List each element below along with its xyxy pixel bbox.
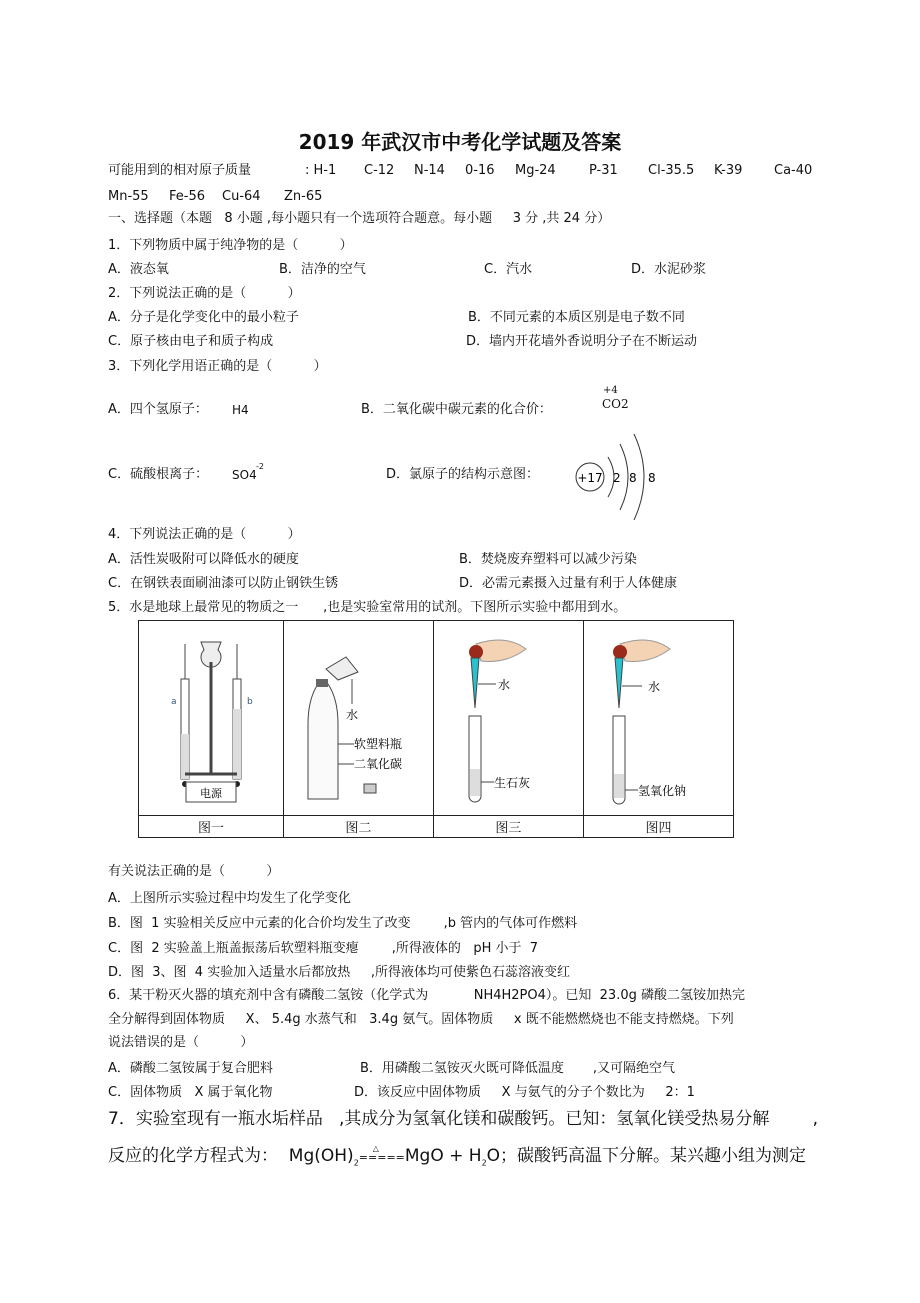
water-label: 水: [345, 707, 358, 722]
atomic-mass: Mn-55: [108, 189, 149, 204]
figure-caption: 图二: [283, 816, 433, 838]
question-4-stem: 4．下列说法正确的是（ ）: [108, 527, 301, 542]
text: MgO + H: [404, 1146, 482, 1166]
q6-option-d: D．该反应中固体物质 X 与氨气的分子个数比为 2：1: [354, 1085, 695, 1100]
shell-count: 2: [613, 471, 621, 485]
text: 反应的化学方程式为： Mg(OH): [108, 1146, 354, 1166]
q3-option-d: D．氯原子的结构示意图：: [386, 467, 540, 482]
q3-formula-h4: H4: [232, 403, 249, 417]
atomic-mass: Mg-24: [515, 163, 556, 178]
q3-charge: -2: [256, 462, 264, 471]
atomic-mass: 0-16: [465, 163, 495, 178]
atomic-mass: C-12: [364, 163, 395, 178]
q4-option-a: A．活性炭吸附可以降低水的硬度: [108, 552, 299, 567]
soft-bottle-label: 软塑料瓶: [353, 736, 402, 751]
q6-option-c: C．固体物质 X 属于氧化物: [108, 1085, 273, 1100]
q6-option-b: B．用磷酸二氢铵灭火既可降低温度 ,又可隔绝空气: [360, 1061, 675, 1076]
delta-symbol: △: [372, 1144, 379, 1153]
q4-option-b: B．焚烧废弃塑料可以减少污染: [459, 552, 637, 567]
electron-shell: [620, 444, 628, 510]
section-heading: 一、选择题（本题 8 小题 ,每小题只有一个选项符合题意。每小题 3 分 ,共 24 分）: [108, 211, 611, 226]
quicklime-label: 生石灰: [493, 775, 530, 790]
q6-option-a: A．磷酸二氢铵属于复合肥料: [108, 1061, 273, 1076]
co2-label: 二氧化碳: [353, 756, 402, 771]
naoh-label: 氢氧化钠: [637, 783, 686, 798]
heat-equals: [358, 1144, 405, 1164]
nucleus-label: +17: [577, 471, 603, 485]
label-a: a: [170, 696, 177, 707]
q1-option-a: A．液态氧: [108, 262, 169, 277]
text: O；碳酸钙高温下分解。某兴趣小组为测定: [486, 1146, 807, 1166]
sodium-hydroxide-apparatus: [586, 624, 731, 809]
water-label: 水: [497, 677, 510, 692]
q1-option-d: D．水泥砂浆: [631, 262, 707, 277]
question-5-stem: 5．水是地球上最常见的物质之一 ,也是实验室常用的试剂。下图所示实验中都用到水。: [108, 600, 627, 615]
atomic-mass: P-31: [589, 163, 618, 178]
figure-3-cell: [433, 621, 583, 816]
question-1-stem: 1．下列物质中属于纯净物的是（ ）: [108, 238, 353, 253]
question-2-stem: 2．下列说法正确的是（ ）: [108, 286, 301, 301]
electrolysis-apparatus: [141, 624, 281, 809]
figure-2-cell: [283, 621, 433, 816]
question-7-line2: [108, 1146, 806, 1173]
q3-formula-co2: CO2: [602, 397, 629, 411]
q1-option-c: C．汽水: [484, 262, 533, 277]
water-label: 水: [647, 679, 660, 694]
atomic-mass: Cl-35.5: [648, 163, 695, 178]
q2-option-b: B．不同元素的本质区别是电子数不同: [468, 310, 685, 325]
subscript: 2: [353, 1158, 359, 1168]
q4-option-d: D．必需元素摄入过量有利于人体健康: [459, 576, 678, 591]
q5-ask: 有关说法正确的是（ ）: [108, 864, 280, 879]
q3-valence: +4: [603, 385, 618, 396]
q2-option-a: A．分子是化学变化中的最小粒子: [108, 310, 299, 325]
q5-option-d: D．图 3、图 4 实验加入适量水后都放热 ,所得液体均可使紫色石蕊溶液变红: [108, 965, 571, 980]
power-supply-label: 电源: [199, 786, 222, 800]
plastic-bottle-apparatus: [286, 624, 431, 809]
atomic-mass: Cu-64: [222, 189, 261, 204]
q2-option-c: C．原子核由电子和质子构成: [108, 334, 274, 349]
q3-option-c: C．硫酸根离子：: [108, 467, 209, 482]
figure-caption: 图一: [139, 816, 284, 838]
question-6-line3: 说法错误的是（ ）: [108, 1035, 254, 1050]
atomic-mass: : H-1: [305, 163, 337, 178]
atomic-mass: Ca-40: [774, 163, 813, 178]
q3-option-b: B．二氧化碳中碳元素的化合价：: [361, 402, 552, 417]
chlorine-atom-diagram: [570, 432, 665, 522]
figure-caption: 图四: [583, 816, 733, 838]
equals: =====: [358, 1151, 405, 1164]
quicklime-apparatus: [436, 624, 581, 809]
q4-option-c: C．在钢铁表面刷油漆可以防止钢铁生锈: [108, 576, 339, 591]
q3-formula-so4: SO4: [232, 468, 257, 482]
question-6-line1: 6．某干粉灭火器的填充剂中含有磷酸二氢铵（化学式为 NH4H2PO4）。已知 23.0g 磷酸二氢铵加热完: [108, 988, 745, 1003]
experiment-figures-table: [138, 620, 734, 838]
label-b: b: [246, 696, 253, 707]
figure-4-cell: [583, 621, 733, 816]
question-3-stem: 3．下列化学用语正确的是（ ）: [108, 359, 327, 374]
atomic-mass: N-14: [414, 163, 445, 178]
q3-option-a: A．四个氢原子：: [108, 402, 208, 417]
shell-count: 8: [629, 471, 637, 485]
q5-option-b: B．图 1 实验相关反应中元素的化合价均发生了改变 ,b 管内的气体可作燃料: [108, 916, 578, 931]
question-7-line1: 7．实验室现有一瓶水垢样品 ,其成分为氢氧化镁和碳酸钙。已知：氢氧化镁受热易分解 ,: [108, 1109, 819, 1129]
q2-option-d: D．墙内开花墙外香说明分子在不断运动: [466, 334, 698, 349]
q5-option-a: A．上图所示实验过程中均发生了化学变化: [108, 891, 351, 906]
figure-1-cell: [139, 621, 284, 816]
subscript: 2: [481, 1158, 487, 1168]
figure-caption: 图三: [433, 816, 583, 838]
question-6-line2: 全分解得到固体物质 X、 5.4g 水蒸气和 3.4g 氨气。固体物质 x 既不能燃燃烧也不能支持燃烧。下列: [108, 1012, 734, 1027]
page-title: 2019 年武汉市中考化学试题及答案: [298, 130, 622, 154]
atomic-mass: Fe-56: [169, 189, 205, 204]
q5-option-c: C．图 2 实验盖上瓶盖振荡后软塑料瓶变瘪 ,所得液体的 pH 小于 7: [108, 941, 539, 956]
q1-option-b: B．洁净的空气: [279, 262, 366, 277]
atomic-mass: K-39: [714, 163, 743, 178]
atomic-mass: Zn-65: [284, 189, 323, 204]
atomic-mass-label: 可能用到的相对原子质量: [108, 163, 252, 178]
shell-count: 8: [648, 471, 656, 485]
